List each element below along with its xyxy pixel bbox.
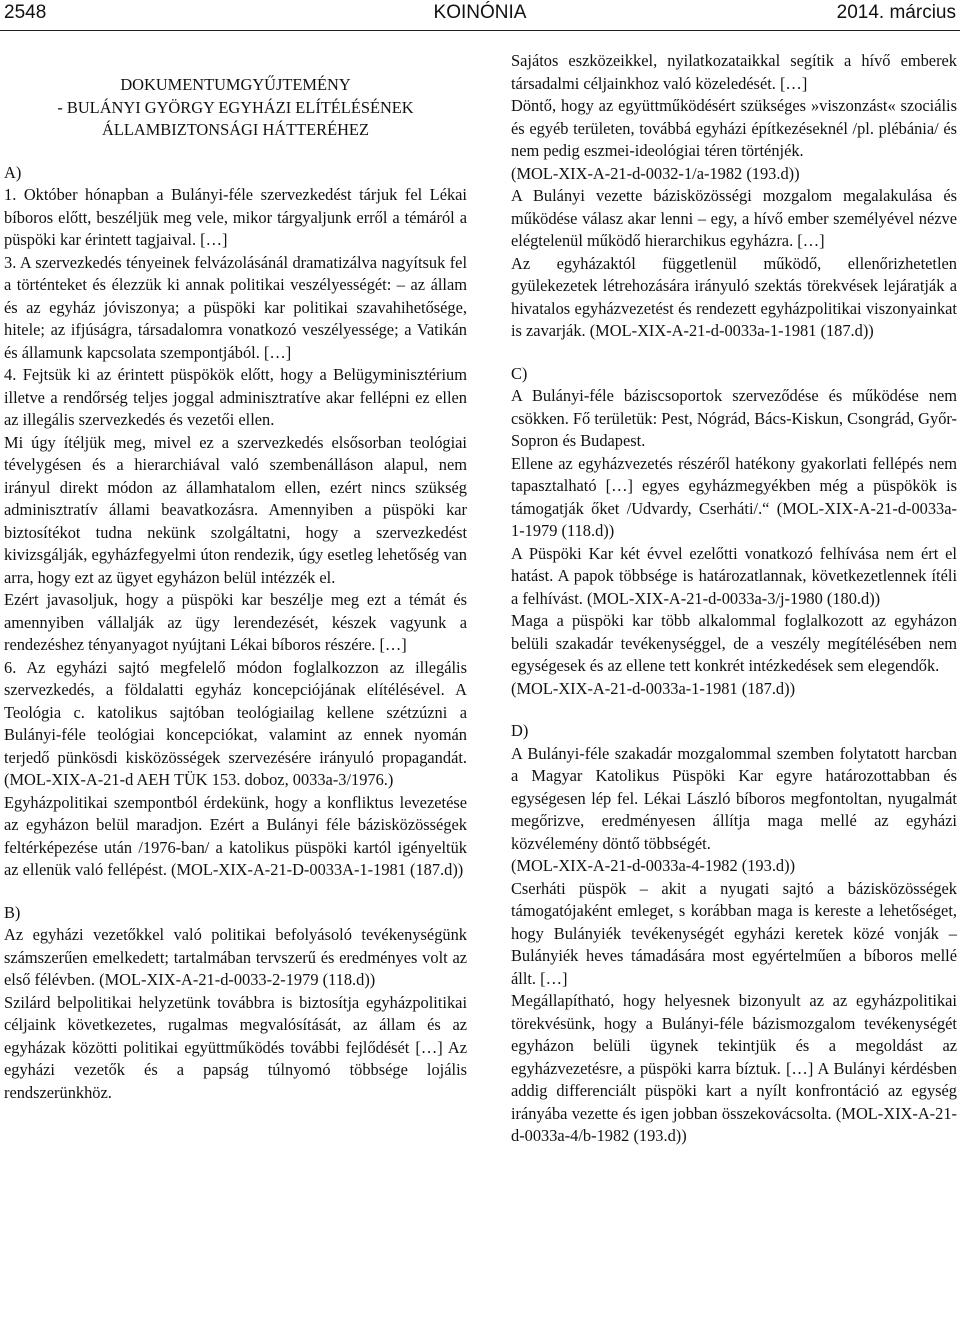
paragraph: Mi úgy ítéljük meg, mivel ez a szervezkedés elsősorban teológiai tévelygésen és a hierarchiával való szembenálláson alapul, nem irányul direkt módon az államhatalom ellen, ezért nincs szükség adminisztratív állami beavatkozásra. Amennyiben a püspöki kar biztosítékot tudna nekünk szolgáltatni, hogy a szervezkedést kivizsgálják, egyházfegyelmi úton rendezik, úgy esetleg lehetőség van arra, hogy ezt az ügyet egyházon belül intézzék el. — [4, 432, 467, 587]
paragraph: Maga a püspöki kar több alkalommal foglalkozott az egyházon belüli szakadár tevékenységgel, de a veszély megítélésében nem egységesek és az ellene tett konkrét intézkedések sem elegendők. — [511, 611, 957, 675]
paragraph: A Bulányi vezette bázisközösségi mozgalom megalakulása és működése válasz akar lenni – egy, a hívő ember személyével nézve elégtelenül működő hierarchikus egyházra. […] — [511, 186, 957, 250]
paragraph: Cserháti püspök – akit a nyugati sajtó a bázisközösségek támogatójaként emleget, s korábban maga is kereste a lehetőséget, hogy Bulányiék tevékenységét egyházi keretek közé vonják – Bulányiék heves támadására most egyértelműen a bíboros mellé állt. […] — [511, 878, 957, 988]
paragraph: Megállapítható, hogy helyesnek bizonyult az az egyházpolitikai törekvésünk, hogy a Bulányi-féle bázismozgalom tevékenységét egyházon belüli ügynek tekintjük és a megoldást az egyházvezetésre, a püspöki karra bíztuk. […] A Bulányi kérdésben addig differenciált püspöki kart a nyílt konfrontáció az egység irányába vezette és igen jobban összekovácsolta. (MOL-XIX-A-21-d-0033a-4/b-1982 (193.d)) — [511, 991, 957, 1145]
section-a-heading: A) — [4, 162, 22, 182]
header-divider — [0, 30, 960, 31]
paragraph: Az egyházaktól függetlenül működő, ellenőrizhetetlen gyülekezetek létrehozására irányuló szektás törekvések lejáratják a hivatalos egyházvezetést és rendezett egyházpolitikai viszonyainkat is zavarják. (MOL-XIX-A-21-d-0033a-1-1981 (187.d)) — [511, 253, 957, 340]
document-title-line-2: - BULÁNYI GYÖRGY EGYHÁZI ELÍTÉLÉSÉNEK — [57, 97, 414, 117]
paragraph: A Bulányi-féle báziscsoportok szerveződése és működése nem csökken. Fő területük: Pest, Nógrád, Bács-Kiskun, Csongrád, Győr-Sopron és Budapest. — [511, 386, 957, 450]
page-header — [0, 0, 960, 26]
paragraph: (MOL-XIX-A-21-d-0033a-4-1982 (193.d)) — [511, 856, 796, 875]
paragraph: A Püspöki Kar két évvel ezelőtti vonatkozó felhívása nem ért el hatást. A papok többsége is határozatlannak, következetlennek ítéli a felhívást. (MOL-XIX-A-21-d-0033a-3/j-1980 (180.d)) — [511, 543, 957, 608]
journal-name: KOINÓNIA — [433, 2, 527, 23]
left-column — [4, 74, 467, 1104]
paragraph: Szilárd belpolitikai helyzetünk továbbra is biztosítja egyházpolitikai céljaink következetes, rugalmas megvalósítását, az állam és az egyházak közötti politikai együttműködés további fejlődését […] Az egyházi vezetők és a papság túlnyomó többsége lojális rendszerünkhöz. — [4, 992, 467, 1102]
paragraph: 4. Fejtsük ki az érintett püspökök előtt, hogy a Belügyminisztérium illetve a rendőrség teljes joggal adminisztratíve akar fellépni ez ellen az illegális szervezkedés és vezetői ellen. — [4, 365, 467, 429]
section-b-heading: B) — [4, 902, 21, 922]
right-column — [511, 50, 957, 1148]
section-d-heading: D) — [511, 721, 529, 740]
paragraph: Sajátos eszközeikkel, nyilatkozataikkal segítik a hívő emberek társadalmi céljainkhoz való közeledését. […] — [511, 51, 957, 93]
document-title-line-3: ÁLLAMBIZTONSÁGI HÁTTERÉHEZ — [102, 120, 369, 139]
paragraph: Ezért javasoljuk, hogy a püspöki kar beszélje meg ezt a témát és amennyiben vállalják az ügy lerendezését, készek vagyunk a rendezéshez tényanyagot nyújtani Lékai bíboros részére. […] — [4, 590, 467, 654]
paragraph: (MOL-XIX-A-21-d-0033a-1-1981 (187.d)) — [511, 678, 796, 698]
paragraph: Egyházpolitikai szempontból érdekünk, hogy a konfliktus levezetése az egyházon belül maradjon. Ezért a Bulányi féle bázisközösségek feltérképezése után /1976-ban/ a katolikus püspöki kartól igényeltük az ellenük való fellépést. (MOL-XIX-A-21-D-0033A-1-1981 (187.d)) — [4, 792, 467, 879]
paragraph: 6. Az egyházi sajtó megfelelő módon foglalkozzon az illegális szervezkedés, a földalatti egyház koncepciójának elítélésével. A Teológia c. katolikus sajtóban teológiailag kellene szétzúzni a Bulányi-féle teológiai koncepciókat, valamint az ennek nyomán terjedő pünkösdi kisközösségek szervezésére irányuló propagandát. (MOL-XIX-A-21-d AEH TÜK 153. doboz, 0033a-3/1976.) — [4, 657, 467, 789]
paragraph: 3. A szervezkedés tényeinek felvázolásánál dramatizálva nagyítsuk fel a történteket és élezzük ki annak politikai veszélyességét: – az állam és az egyház jóviszonya; a püspöki kar politikai szavahihetősége, hitele; az ifjúságra, társadalomra vonatkozó veszélyessége; a Vatikán és államunk kapcsolata szempontjából. […] — [4, 252, 467, 362]
issue-date: 2014. március — [836, 2, 956, 23]
document-title-line-1: DOKUMENTUMGYŰJTEMÉNY — [120, 75, 351, 94]
section-c-heading: C) — [511, 363, 528, 383]
paragraph: Döntő, hogy az együttműködésért szükséges »viszonzást« szociális és egyéb területen, továbbá egyházi építkezéseknél /pl. plébánia/ és nem pedig eszmei-ideológiai téren történjék. — [511, 96, 957, 160]
page-number: 2548 — [4, 2, 47, 23]
paragraph: Az egyházi vezetőkkel való politikai befolyásoló tevékenységünk számszerűen emelkedett; tartalmában tervszerű és eredményes volt az első félévben. (MOL-XIX-A-21-d-0033-2-1979 (118.d)) — [4, 925, 467, 989]
paragraph: (MOL-XIX-A-21-d-0032-1/a-1982 (193.d)) — [511, 163, 800, 183]
paragraph: A Bulányi-féle szakadár mozgalommal szemben folytatott harcban a Magyar Katolikus Püspöki Kar egyre határozottabban és egységesen lép fel. Lékai László bíboros megfontoltan, nyugalmát megőrizve, eredményesen állítja maga mellé az egyházi közvélemény döntő többségét. — [511, 743, 957, 853]
paragraph: 1. Október hónapban a Bulányi-féle szervezkedést tárjuk fel Lékai bíboros előtt, beszéljük meg vele, mikor tárgyaljunk erről a témáról a püspöki kar érintett tagjaival. […] — [4, 185, 467, 249]
paragraph: Ellene az egyházvezetés részéről hatékony gyakorlati fellépés nem tapasztalható […] egyes egyházmegyékben még a püspökök is támogatják őket /Udvardy, Cserháti/.“ (MOL-XIX-A-21-d-0033a-1-1979 (118.d)) — [511, 453, 957, 540]
